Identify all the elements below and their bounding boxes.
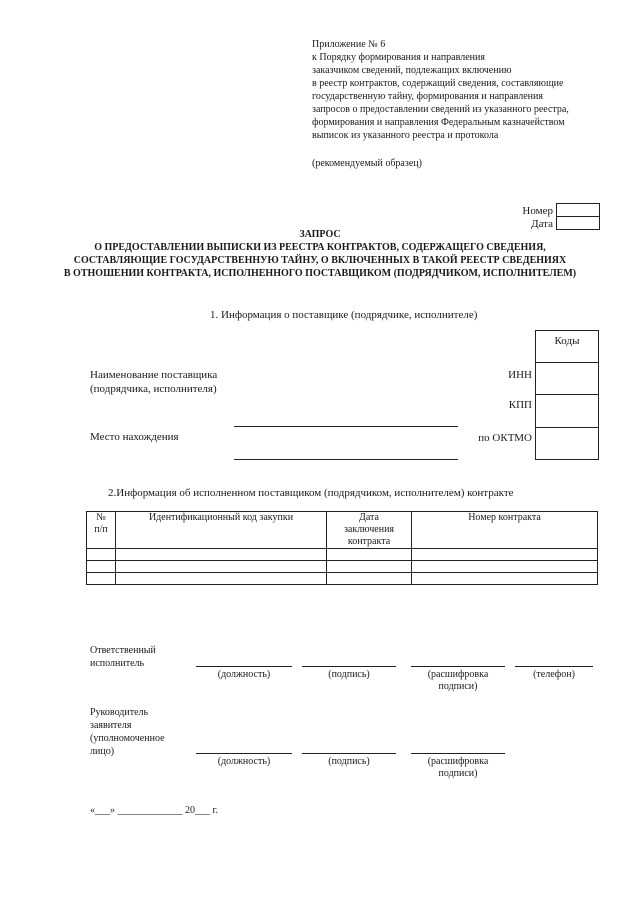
header-line: Дата	[359, 512, 379, 523]
appendix-line: формирования и направления Федеральным казначейством	[312, 117, 565, 128]
date-line[interactable]: «___» _____________ 20___ г.	[90, 805, 218, 816]
table-cell[interactable]	[327, 561, 412, 573]
head-position-line[interactable]	[196, 753, 292, 754]
appendix-line: выписок из указанного реестра и протокола	[312, 130, 499, 141]
col-purchase-id	[116, 512, 327, 549]
table-cell[interactable]	[412, 573, 598, 585]
table-row	[87, 549, 598, 561]
responsible-position-line[interactable]	[196, 666, 292, 667]
table-cell[interactable]	[327, 549, 412, 561]
header-line: Идентификационный код закупки	[148, 512, 294, 523]
label-line: (подрядчика, исполнителя)	[90, 383, 217, 395]
label-line: исполнитель	[90, 658, 145, 669]
caption-line: подписи)	[438, 681, 478, 692]
appendix-line: государственную тайну, формирования и направления	[312, 91, 543, 102]
title-line: В ОТНОШЕНИИ КОНТРАКТА, ИСПОЛНЕННОГО ПОСТАВЩИКОМ (ПОДРЯДЧИКОМ, ИСПОЛНИТЕЛЕМ)	[63, 268, 577, 279]
responsible-label	[90, 644, 156, 670]
location-line[interactable]	[234, 459, 458, 460]
head-signature-line[interactable]	[302, 753, 396, 754]
responsible-signature-line[interactable]	[302, 666, 396, 667]
section2-heading: 2.Информация об исполненном поставщиком (подрядчиком, исполнителем) контракте	[108, 487, 514, 499]
responsible-decode-line[interactable]	[411, 666, 505, 667]
oktmo-code-field[interactable]	[536, 428, 598, 459]
position-caption: (должность)	[217, 669, 271, 680]
appendix-line: заказчиком сведений, подлежащих включению	[312, 65, 512, 76]
table-cell[interactable]	[412, 561, 598, 573]
decode-caption	[411, 756, 505, 780]
table-cell[interactable]	[87, 561, 116, 573]
table-cell[interactable]	[87, 573, 116, 585]
date-label: Дата	[531, 218, 553, 230]
header-line: п/п	[94, 524, 108, 535]
appendix-line: Приложение № 6	[312, 39, 386, 50]
appendix-line: запросов о предоставлении сведений из указанного реестра,	[312, 104, 569, 115]
caption-line: подписи)	[438, 768, 478, 779]
signature-caption: (подпись)	[328, 669, 370, 680]
header-line: контракта	[347, 536, 391, 547]
table-cell[interactable]	[412, 549, 598, 561]
contracts-table	[86, 511, 598, 585]
title-line: ЗАПРОС	[299, 229, 341, 240]
table-row	[87, 573, 598, 585]
position-caption: (должность)	[217, 756, 271, 767]
inn-code-field[interactable]	[536, 363, 598, 393]
col-contract-date	[327, 512, 412, 549]
title-line: СОСТАВЛЯЮЩИЕ ГОСУДАРСТВЕННУЮ ТАЙНУ, О ВКЛЮЧЕННЫХ В ТАКОЙ РЕЕСТР СВЕДЕНИЯХ	[73, 255, 567, 266]
codes-header: Коды	[554, 335, 580, 347]
label-line: Ответственный	[90, 645, 156, 656]
kpp-label: КПП	[508, 399, 532, 411]
table-cell[interactable]	[87, 549, 116, 561]
decode-caption	[411, 669, 505, 693]
header-line: №	[96, 512, 106, 523]
table-cell[interactable]	[116, 549, 327, 561]
oktmo-label: по ОКТМО	[478, 432, 532, 444]
head-label	[90, 706, 165, 758]
table-cell[interactable]	[116, 561, 327, 573]
label-line: заявителя	[90, 720, 132, 731]
location-line[interactable]	[234, 426, 458, 427]
col-contract-number	[412, 512, 598, 549]
location-label: Место нахождения	[90, 431, 179, 443]
section1-heading: 1. Информация о поставщике (подрядчике, исполнителе)	[210, 309, 478, 321]
head-decode-line[interactable]	[411, 753, 505, 754]
table-header-row	[87, 512, 598, 549]
appendix-line: в реестр контрактов, содержащий сведения, составляющие	[312, 78, 564, 89]
supplier-name-label	[90, 368, 217, 396]
label-line: лицо)	[90, 746, 115, 757]
col-number	[87, 512, 116, 549]
caption-line: (расшифровка	[427, 756, 489, 767]
appendix-block	[312, 38, 612, 142]
label-line: Руководитель	[90, 707, 149, 718]
title-line: О ПРЕДОСТАВЛЕНИИ ВЫПИСКИ ИЗ РЕЕСТРА КОНТРАКТОВ, СОДЕРЖАЩЕГО СВЕДЕНИЯ,	[94, 242, 546, 253]
table-cell[interactable]	[327, 573, 412, 585]
recommended-sample: (рекомендуемый образец)	[312, 158, 422, 169]
kpp-code-field[interactable]	[536, 395, 598, 426]
inn-label: ИНН	[508, 369, 532, 381]
phone-caption: (телефон)	[533, 669, 575, 680]
responsible-phone-line[interactable]	[515, 666, 593, 667]
label-line: (уполномоченное	[90, 733, 165, 744]
table-cell[interactable]	[116, 573, 327, 585]
caption-line: (расшифровка	[427, 669, 489, 680]
signature-caption: (подпись)	[328, 756, 370, 767]
document-title	[40, 228, 600, 280]
header-line: Номер контракта	[468, 512, 541, 523]
number-label: Номер	[522, 205, 553, 217]
appendix-line: к Порядку формирования и направления	[312, 52, 485, 63]
label-line: Наименование поставщика	[90, 369, 218, 381]
number-field[interactable]	[556, 203, 600, 217]
table-row	[87, 561, 598, 573]
header-line: заключения	[343, 524, 395, 535]
